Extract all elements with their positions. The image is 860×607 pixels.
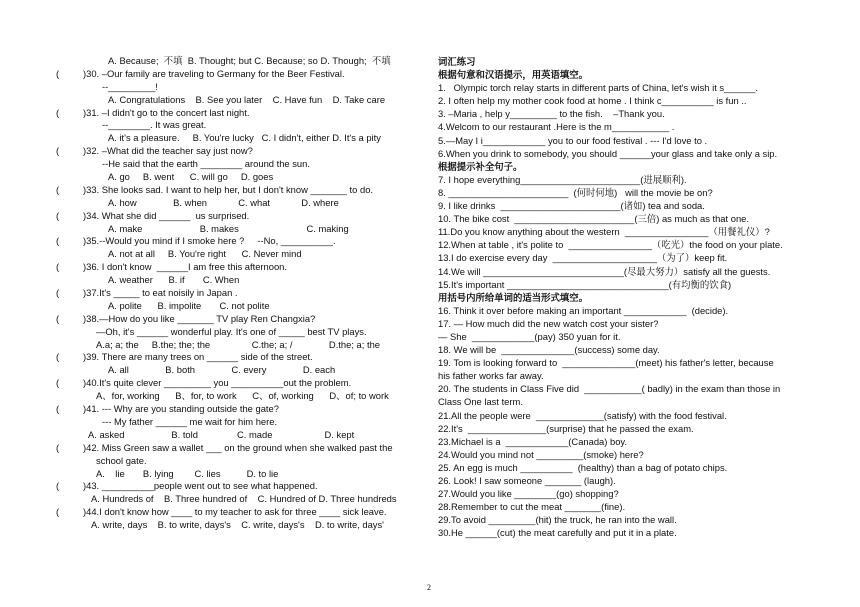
section-heading: 词汇练习 xyxy=(438,56,476,67)
question-text: --- My father ______ me wait for him here. xyxy=(102,415,278,427)
exercise-line: Class One last term. xyxy=(438,396,523,408)
question-line xyxy=(56,429,428,442)
question-text: A. it's a pleasure. B. You're lucky C. I didn't, either D. It's a pity xyxy=(108,132,381,144)
question-text: )43. __________people went out to see what happened. xyxy=(83,480,318,492)
answer-paren: ( xyxy=(56,506,60,518)
question-line xyxy=(56,519,428,532)
question-line xyxy=(56,68,428,81)
question-line xyxy=(56,132,428,145)
question-line xyxy=(56,235,428,248)
exercise-line: 15.It's important _______________________________(有均衡的饮食) xyxy=(438,278,732,290)
answer-paren: ( xyxy=(56,441,60,453)
question-line xyxy=(56,197,428,210)
question-line xyxy=(56,261,428,274)
exercise-line: 10. The bike cost _______________________(三倍) as much as that one. xyxy=(438,213,749,225)
answer-paren: ( xyxy=(56,480,60,492)
answer-paren: ( xyxy=(56,209,60,221)
question-line xyxy=(56,94,428,107)
exercise-line: 5.—May I i____________ you to our food festival . --- I'd love to . xyxy=(438,134,708,146)
exercise-line: 8. _______________________ (何时何地) will the movie be on? xyxy=(438,186,713,198)
question-line xyxy=(56,55,428,68)
exercise-line: 16. Think it over before making an important ____________ (decide). xyxy=(438,304,729,316)
question-line xyxy=(56,480,428,493)
question-line xyxy=(56,81,428,94)
exercise-line: 26. Look! I saw someone _______ (laugh). xyxy=(438,475,616,486)
answer-paren: ( xyxy=(56,287,60,299)
question-line xyxy=(56,339,428,352)
question-text: --_________! xyxy=(102,80,158,92)
question-text: A. not at all B. You're right C. Never mind xyxy=(108,248,302,260)
question-text: --________. It was great. xyxy=(102,119,207,131)
exercise-line: 25. An egg is much __________ (healthy) than a bag of potato chips. xyxy=(438,461,728,473)
question-line xyxy=(56,248,428,261)
question-line xyxy=(56,119,428,132)
exercise-line: 24.Would you mind not _________(smoke) here? xyxy=(438,448,644,460)
exercise-line: — She ____________(pay) 350 yuan for it. xyxy=(438,330,621,342)
page-number: 2 xyxy=(427,583,431,592)
question-text: A. Congratulations B. See you later C. Have fun D. Take care xyxy=(108,93,386,105)
exercise-line: 19. Tom is looking forward to ______________(meet) his father's letter, because xyxy=(438,357,774,369)
question-text: )40.It's quite clever _________ you __________out the problem. xyxy=(83,377,352,389)
question-text: )37.It's _____ to eat noisily in Japan . xyxy=(83,287,238,299)
question-line xyxy=(56,107,428,120)
question-line xyxy=(56,326,428,339)
exercise-line: 6.When you drink to somebody, you should ______your glass and take only a sip. xyxy=(438,147,778,159)
question-text: )31. –I didn't go to the concert last night. xyxy=(83,106,250,118)
question-text: —Oh, it's ______ wonderful play. It's one of _____ best TV plays. xyxy=(96,325,367,337)
question-line xyxy=(56,416,428,429)
exercise-line: 18. We will be ______________(success) some day. xyxy=(438,344,660,356)
question-line xyxy=(56,158,428,171)
question-text: A. write, days B. to write, days's C. write, days's D. to write, days' xyxy=(91,519,384,531)
question-text: )41. --- Why are you standing outside the gate? xyxy=(83,403,279,415)
exercise-line: 30.He ______(cut) the meat carefully and put it in a plate. xyxy=(438,527,677,539)
exercise-line: 12.When at table , it's polite to ________________（吃光）the food on your plate. xyxy=(438,239,783,251)
question-line xyxy=(56,313,428,326)
exercise-line: 14.We will ___________________________(尽最大努力）satisfy all the guests. xyxy=(438,265,771,277)
question-line xyxy=(56,506,428,519)
exercise-line: 17. — How much did the new watch cost your sister? xyxy=(438,317,659,329)
exercise-line: 23.Michael is a ____________(Canada) boy. xyxy=(438,435,628,447)
question-text: )35.--Would you mind if I smoke here ? --No, __________. xyxy=(83,235,336,247)
exercise-line: 28.Remember to cut the meat _______(fine). xyxy=(438,501,626,513)
question-line xyxy=(56,390,428,403)
right-column-vocabulary-exercises xyxy=(438,55,810,539)
exercise-line: 7. I hope everything_______________________(进展顺利). xyxy=(438,173,687,185)
question-text: A. Hundreds of B. Three hundred of C. Hundred of D. Three hundreds xyxy=(91,493,397,505)
question-line xyxy=(56,442,428,455)
exercise-line: his father works far away. xyxy=(438,370,544,382)
answer-paren: ( xyxy=(56,351,60,363)
question-text: A. asked B. told C. made D. kept xyxy=(88,428,355,440)
section-heading: 根据句意和汉语提示，用英语填空。 xyxy=(438,69,589,81)
question-text: A. weather B. if C. When xyxy=(108,274,240,286)
question-line xyxy=(56,274,428,287)
question-line xyxy=(56,210,428,223)
question-text: A. all B. both C. every D. each xyxy=(108,364,336,376)
question-text: )39. There are many trees on ______ side of the street. xyxy=(83,351,313,363)
question-text: )42. Miss Green saw a wallet ___ on the ground when she walked past the xyxy=(83,441,393,453)
question-line xyxy=(56,455,428,468)
question-text: )34. What she did ______ us surprised. xyxy=(83,209,250,221)
question-line xyxy=(56,351,428,364)
question-text: )36. I don't know ______I am free this afternoon. xyxy=(83,261,287,273)
exercise-line: 1. Olympic torch relay starts in different parts of China, let's wish it s______. xyxy=(438,82,758,94)
question-text: )38.—How do you like _______ TV play Ren Changxia? xyxy=(83,312,316,324)
answer-paren: ( xyxy=(56,377,60,389)
question-text: A. Because; 不填 B. Thought; but C. Because; so D. Though; 不填 xyxy=(108,55,391,66)
question-line xyxy=(56,364,428,377)
question-line xyxy=(56,184,428,197)
section-heading: 根据提示补全句子。 xyxy=(438,160,523,172)
question-text: A.a; a; the B.the; the; the C.the; a; / D.the; a; the xyxy=(96,338,380,350)
question-text: )30. –Our family are traveling to Germany for the Beer Festival. xyxy=(83,67,345,79)
answer-paren: ( xyxy=(56,183,60,195)
question-text: A、for, working B、for, to work C、of, working D、of; to work xyxy=(96,390,389,402)
exercise-line: 22.It's _______________(surprise) that he passed the exam. xyxy=(438,422,694,434)
question-text: --He said that the earth ________ around the sun. xyxy=(102,158,310,170)
question-text: school gate. xyxy=(96,454,147,466)
left-column-multiple-choice xyxy=(56,55,428,532)
exercise-line: 27.Would you like ________(go) shopping? xyxy=(438,488,619,500)
section-heading: 用括号内所给单词的适当形式填空。 xyxy=(438,291,589,303)
question-line xyxy=(56,468,428,481)
answer-paren: ( xyxy=(56,235,60,247)
question-line xyxy=(56,171,428,184)
question-text: A. polite B. impolite C. not polite xyxy=(108,299,270,311)
question-text: A. lie B. lying C. lies D. to lie xyxy=(96,467,279,479)
question-text: )33. She looks sad. I want to help her, but I don't know _______ to do. xyxy=(83,183,374,195)
answer-paren: ( xyxy=(56,106,60,118)
exercise-line: 20. The students in Class Five did ___________( badly) in the exam than those in xyxy=(438,383,781,395)
question-text: )32. –What did the teacher say just now? xyxy=(83,145,253,157)
exercise-line: 4.Welcom to our restaurant .Here is the m___________ . xyxy=(438,121,675,133)
question-line xyxy=(56,300,428,313)
exercise-line: 9. I like drinks _______________________(诸如) tea and soda. xyxy=(438,200,705,212)
exercise-line: 11.Do you know anything about the western ________________（用餐礼仪）? xyxy=(438,226,770,238)
question-line xyxy=(56,223,428,236)
question-line xyxy=(56,287,428,300)
question-text: A. how B. when C. what D. where xyxy=(108,196,339,208)
exercise-line: 21.All the people were _____________(satisfy) with the food festival. xyxy=(438,409,727,421)
answer-paren: ( xyxy=(56,145,60,157)
question-text: A. go B. went C. will go D. goes xyxy=(108,171,274,183)
question-line xyxy=(56,403,428,416)
exercise-line: 29.To avoid _________(hit) the truck, he ran into the wall. xyxy=(438,514,677,526)
answer-paren: ( xyxy=(56,403,60,415)
answer-paren: ( xyxy=(56,67,60,79)
exercise-line: 2. I often help my mother cook food at home . I think c__________ is fun .. xyxy=(438,95,747,107)
question-text: )44.I don't know how ____ to my teacher to ask for three ____ sick leave. xyxy=(83,506,387,518)
exercise-line: 13.I do exercise every day ____________________（为了）keep fit. xyxy=(438,252,728,264)
answer-paren: ( xyxy=(56,312,60,324)
question-line xyxy=(56,145,428,158)
question-line xyxy=(56,377,428,390)
question-text: A. make B. makes C. making xyxy=(108,222,349,234)
exercise-line: 3. –Maria , help y_________ to the fish. –Thank you. xyxy=(438,108,665,120)
answer-paren: ( xyxy=(56,261,60,273)
question-line xyxy=(56,493,428,506)
